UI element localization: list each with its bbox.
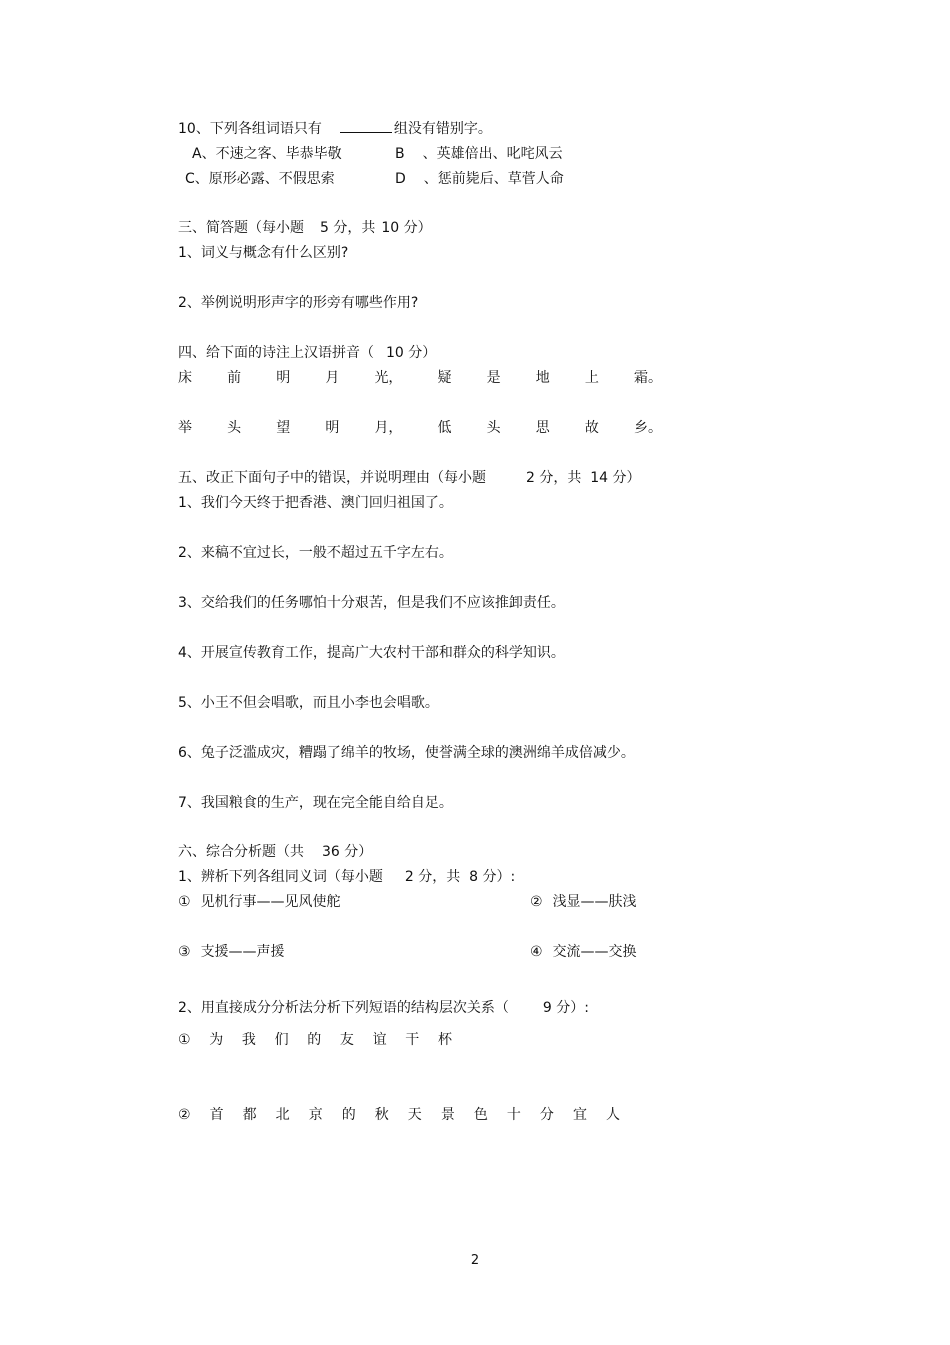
section-4-score: 10 分） (386, 345, 437, 361)
phrase-char: 宜 (572, 1107, 587, 1123)
synonym-pair-3-text: 支援——声援 (200, 944, 285, 960)
option-b-letter: B (395, 146, 405, 162)
question-10-stem-after: 组没有错别字。 (393, 121, 492, 137)
phrase-char: 杯 (437, 1032, 452, 1048)
poem-char: 头 (486, 420, 501, 436)
synonym-pair-3-num: ③ (178, 944, 191, 960)
synonym-pair-2 (530, 893, 637, 911)
poem-char: 乡。 (633, 420, 662, 436)
poem-char: 前 (227, 370, 242, 386)
poem-char: 头 (227, 420, 242, 436)
phrase-char: 京 (308, 1107, 323, 1123)
poem-char: 举 (178, 420, 192, 436)
phrase-2 (178, 1106, 620, 1124)
synonym-pair-2-text: 浅显——肤浅 (552, 894, 637, 910)
section-3-title-text: 三、简答题（每小题 (178, 220, 304, 236)
synonym-pair-1-text: 见机行事——见风使舵 (200, 894, 341, 910)
poem-char: 床 (178, 370, 192, 386)
section-6-title-text: 六、综合分析题（共 (178, 844, 304, 860)
phrase-char: ② (178, 1107, 191, 1123)
section-5-item-6: 6、兔子泛滥成灾，糟蹋了绵羊的牧场，使誉满全球的澳洲绵羊成倍减少。 (178, 745, 635, 761)
phrase-char: 都 (242, 1107, 257, 1123)
section-6-q1-score: 2 分，共 8 分）: (404, 869, 516, 885)
poem-char: 疑 (437, 370, 452, 386)
phrase-char: 我 (241, 1032, 256, 1048)
poem-char: 明 (325, 420, 340, 436)
poem-line-1 (178, 369, 662, 387)
phrase-char: 首 (209, 1107, 224, 1123)
option-a-text: 不速之客、毕恭毕敬 (215, 146, 342, 162)
section-6-q2-title-text: 2、用直接成分分析法分析下列短语的结构层次关系（ (178, 1000, 509, 1016)
section-3-item-2: 2、举例说明形声字的形旁有哪些作用? (178, 295, 419, 311)
synonym-pair-1 (178, 893, 341, 911)
phrase-char: 干 (405, 1032, 420, 1048)
phrase-char: 分 (539, 1107, 554, 1123)
section-5-score: 2 分，共 14 分） (526, 470, 641, 486)
option-d-text: 、惩前毙后、草菅人命 (423, 171, 564, 187)
poem-char: 月， (374, 420, 403, 436)
option-b-text: 、英雄倍出、叱咤风云 (422, 146, 563, 162)
synonym-pair-4 (530, 943, 637, 961)
option-c-letter: C (185, 171, 195, 187)
section-4-title-text: 四、给下面的诗注上汉语拼音（ (178, 345, 374, 361)
option-c (185, 170, 335, 188)
section-6-q1-title-text: 1、辨析下列各组同义词（每小题 (178, 869, 383, 885)
section-3-score-each: 5 分，共 (320, 220, 376, 236)
synonym-pair-1-num: ① (178, 894, 191, 910)
option-b (395, 145, 563, 163)
option-d-letter: D (395, 171, 406, 187)
option-a-letter: A、 (192, 146, 216, 162)
section-6-q2-title (178, 999, 589, 1017)
phrase-char: 北 (275, 1107, 290, 1123)
poem-char: 明 (276, 370, 291, 386)
synonym-pair-4-num: ④ (530, 944, 543, 960)
phrase-char: 谊 (372, 1032, 387, 1048)
question-10-stem (178, 119, 492, 137)
phrase-char: ① (178, 1032, 191, 1048)
phrase-char: 们 (274, 1032, 289, 1048)
poem-char: 是 (486, 370, 501, 386)
synonym-pair-3 (178, 943, 285, 961)
section-3-score-total: 10 分） (381, 220, 432, 236)
poem-char: 低 (437, 420, 452, 436)
synonym-pair-4-text: 交流——交换 (552, 944, 637, 960)
option-c-text: 、原形必露、不假思索 (194, 171, 335, 187)
poem-char: 思 (535, 420, 550, 436)
poem-char: 望 (276, 420, 291, 436)
poem-char: 故 (584, 420, 599, 436)
phrase-char: 的 (307, 1032, 322, 1048)
section-5-item-2: 2、来稿不宜过长，一般不超过五千字左右。 (178, 545, 453, 561)
phrase-char: 天 (407, 1107, 422, 1123)
section-5-item-4: 4、开展宣传教育工作，提高广大农村干部和群众的科学知识。 (178, 645, 565, 661)
section-5-title-text: 五、改正下面句子中的错误，并说明理由（每小题 (178, 470, 486, 486)
section-3-item-1: 1、词义与概念有什么区别? (178, 245, 349, 261)
section-3-title (178, 219, 432, 237)
section-5-title (178, 469, 641, 487)
section-5-item-3: 3、交给我们的任务哪怕十分艰苦，但是我们不应该推卸责任。 (178, 595, 565, 611)
poem-char: 霜。 (633, 370, 662, 386)
poem-char: 月 (325, 370, 340, 386)
section-5-item-5: 5、小王不但会唱歌，而且小李也会唱歌。 (178, 695, 439, 711)
section-6-score: 36 分） (322, 844, 373, 860)
synonym-pair-2-num: ② (530, 894, 543, 910)
phrase-char: 色 (473, 1107, 488, 1123)
phrase-char: 人 (605, 1107, 620, 1123)
section-4-title (178, 344, 436, 362)
phrase-char: 秋 (374, 1107, 389, 1123)
phrase-char: 十 (506, 1107, 521, 1123)
section-6-title (178, 843, 372, 861)
poem-char: 上 (584, 370, 599, 386)
phrase-1 (178, 1031, 452, 1049)
section-5-item-7: 7、我国粮食的生产，现在完全能自给自足。 (178, 795, 453, 811)
option-a (192, 145, 342, 163)
phrase-char: 友 (339, 1032, 354, 1048)
phrase-char: 的 (341, 1107, 356, 1123)
poem-char: 地 (535, 370, 550, 386)
poem-line-2 (178, 419, 662, 437)
section-6-q2-score: 9 分）: (542, 1000, 589, 1016)
answer-blank (340, 119, 392, 133)
question-10-stem-before: 10、下列各组词语只有 (178, 121, 322, 137)
option-d (395, 170, 564, 188)
poem-char: 光， (374, 370, 403, 386)
phrase-char: 景 (440, 1107, 455, 1123)
phrase-char: 为 (209, 1032, 224, 1048)
section-6-q1-title (178, 868, 515, 886)
section-5-item-1: 1、我们今天终于把香港、澳门回归祖国了。 (178, 495, 453, 511)
page-number: 2 (470, 1253, 480, 1268)
